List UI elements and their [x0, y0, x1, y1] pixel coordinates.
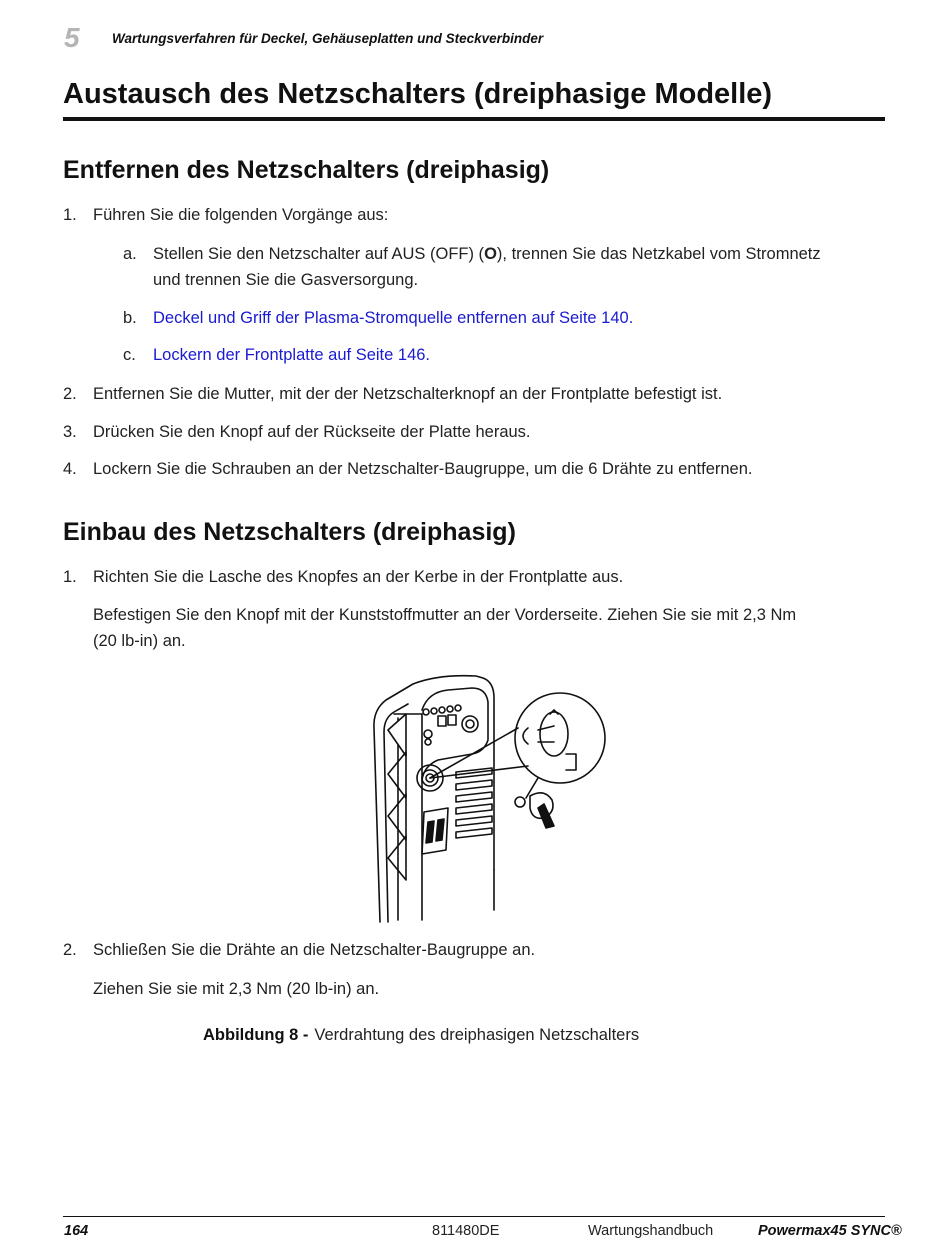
- manual-name: Wartungshandbuch: [588, 1223, 714, 1239]
- step-number: 2.: [63, 941, 77, 959]
- step-number: 2.: [63, 385, 77, 403]
- link-cover-handle[interactable]: Deckel und Griff der Plasma-Stromquelle entfernen auf Seite 140.: [153, 309, 634, 327]
- install-step-2: Schließen Sie die Drähte an die Netzschalter-Baugruppe an.: [93, 941, 536, 959]
- figure-label: Abbildung 8 -: [203, 1026, 309, 1044]
- step-number: 1.: [63, 206, 77, 224]
- removal-heading: Entfernen des Netzschalters (dreiphasig): [63, 156, 550, 184]
- figure-caption: [203, 1026, 639, 1045]
- removal-step-3: Drücken Sie den Knopf auf der Rückseite der Platte heraus.: [93, 423, 531, 441]
- install-step-1: Richten Sie die Lasche des Knopfes an der Kerbe in der Frontplatte aus.: [93, 568, 624, 586]
- removal-step-1: Führen Sie die folgenden Vorgänge aus:: [93, 206, 389, 224]
- off-symbol: O: [484, 245, 497, 263]
- removal-step-4: Lockern Sie die Schrauben an der Netzschalter-Baugruppe, um die 6 Drähte zu entfernen.: [93, 460, 753, 478]
- substep-letter: a.: [123, 245, 137, 263]
- page-number: 164: [64, 1223, 89, 1239]
- chapter-title: Wartungsverfahren für Deckel, Gehäuseplatten und Steckverbinder: [112, 31, 544, 46]
- removal-step-1a-line2: und trennen Sie die Gasversorgung.: [153, 271, 419, 289]
- chapter-number: 5: [64, 22, 80, 53]
- step-number: 4.: [63, 460, 77, 478]
- install-heading: Einbau des Netzschalters (dreiphasig): [63, 518, 516, 546]
- removal-step-2: Entfernen Sie die Mutter, mit der der Netzschalterknopf an der Frontplatte befestigt ist.: [93, 385, 723, 403]
- substep-letter: c.: [123, 346, 136, 364]
- install-step-1-note-line2: (20 lb-in) an.: [93, 632, 186, 650]
- doc-number: 811480DE: [432, 1223, 500, 1239]
- install-step-1-note-line1: Befestigen Sie den Knopf mit der Kunststoffmutter an der Vorderseite. Ziehen Sie sie mit 2,3 Nm: [93, 606, 797, 624]
- step-number: 1.: [63, 568, 77, 586]
- product-name: Powermax45 SYNC®: [758, 1223, 902, 1239]
- figure-caption-text: Verdrahtung des dreiphasigen Netzschalters: [314, 1026, 640, 1044]
- page-title: Austausch des Netzschalters (dreiphasige Modelle): [63, 78, 885, 121]
- substep-letter: b.: [123, 309, 137, 327]
- power-switch-illustration: [368, 670, 610, 928]
- removal-step-1a-line1: Stellen Sie den Netzschalter auf AUS (OFF) (O), trennen Sie das Netzkabel vom Stromnetz: [153, 245, 821, 263]
- install-step-2-note: Ziehen Sie sie mit 2,3 Nm (20 lb-in) an.: [93, 980, 380, 998]
- link-front-panel[interactable]: Lockern der Frontplatte auf Seite 146.: [153, 346, 431, 364]
- step-number: 3.: [63, 423, 77, 441]
- footer-rule: [63, 1216, 885, 1217]
